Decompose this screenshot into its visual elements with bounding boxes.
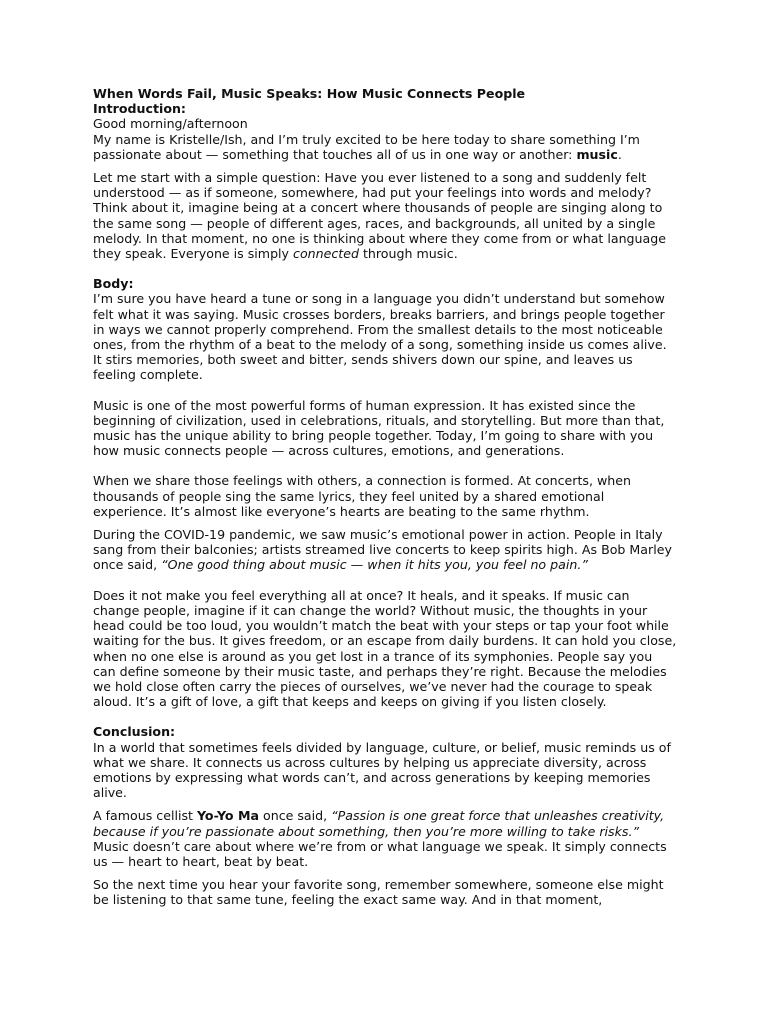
body-paragraph-2: Music is one of the most powerful forms of human expression. It has existed since the beginning of civilization, used in celebrations, rituals, and storytelling. But more than that, music has the unique ability to bring people together. Today, I’m going to share with you how music connects people — across cultures, emotions, and generations. [93,397,665,459]
body-paragraph-5: Does it not make you feel everything all at once? It heals, and it speaks. If music can change people, imagine if it can change the world? Without music, the thoughts in your head could be too loud, you wouldn’t match the beat with your steps or tap your foot while waiting for the bus. It gives freedom, or an escape from daily burdens. It can hold you close, when no one else is around as you get lost in a trance of its symphonies. People say you can define someone by their music taste, and perhaps they’re right. Because the melodies we hold close often carry the pieces of ourselves, we’ve never had the courage to speak aloud. It’s a gift of love, a gift that keeps and keeps on giving if you listen closely. [93,587,677,710]
intro-p1-end: . [617,146,622,162]
intro-p1-bold: music [576,146,618,162]
document-title: When Words Fail, Music Speaks: How Music Connects People [93,86,526,101]
conclusion-paragraph-1: In a world that sometimes feels divided by language, culture, or belief, music reminds us of what we share. It connects us across cultures by helping us appreciate diversity, across emotions by expressing what words can’t, and across generations by keeping memories alive. [93,739,671,801]
yo-yo-ma-name: Yo-Yo Ma [196,808,259,824]
yo-yo-ma-quote: “Passion is one great force that unleashes creativity, because if you’re passionate about something, then you’re more willing to take risks.” [93,808,665,839]
introduction-heading: Introduction: [93,101,186,117]
body-p4-text: During the COVID-19 pandemic, we saw music’s emotional power in action. People in Italy sang from their balconies; artists streamed live concerts to keep spirits high. As Bob Marley once said, [93,527,672,573]
intro-p2-text-a: Let me start with a simple question: Have you ever listened to a song and suddenly felt understood — as if someone, somewhere, had put your feelings into words and melody? Think about it, imagine being at a concert where thousands of people are singing along to the same song — people of different ages, races, and backgrounds, all united by a single melody. In that moment, no one is thinking about where they come from or what language they speak. Everyone is simply [93,170,666,262]
greeting-line: Good morning/afternoon [93,116,248,132]
document-page [93,86,678,908]
conclusion-p2-text-b: once said, [259,808,332,824]
intro-p2-text-b: through music. [358,246,458,262]
intro-paragraph-1 [93,132,678,162]
body-paragraph-4 [93,527,678,573]
body-paragraph-3: When we share those feelings with others, a connection is formed. At concerts, when thousands of people sing the same lyrics, they feel united by a shared emotional experience. It’s almost like everyone’s hearts are beating to the same rhythm. [93,473,631,519]
conclusion-paragraph-3: So the next time you hear your favorite song, remember somewhere, someone else might be listening to that same tune, feeling the exact same way. And in that moment, [93,877,664,908]
body-paragraph-1: I’m sure you have heard a tune or song in a language you didn’t understand but somehow felt what it was saying. Music crosses borders, breaks barriers, and brings people together in ways we cannot properly comprehend. From the smallest details to the most noticeable ones, from the rhythm of a beat to the melody of a song, something inside us comes alive. It stirs memories, both sweet and bitter, sends shivers down our spine, and leaves us feeling complete. [93,291,667,383]
intro-paragraph-2 [93,170,678,261]
body-heading: Body: [93,276,134,292]
bob-marley-quote: “One good thing about music — when it hits you, you feel no pain.” [161,557,588,573]
intro-p2-italic: connected [293,246,359,262]
conclusion-p2-text-c: Music doesn’t care about where we’re from or what language we speak. It simply connects us — heart to heart, beat by beat. [93,838,667,869]
conclusion-paragraph-2 [93,808,678,869]
conclusion-p2-text-a: A famous cellist [93,808,197,824]
conclusion-heading: Conclusion: [93,724,176,740]
intro-p1-text: My name is Kristelle/Ish, and I’m truly excited to be here today to share something I’m passionate about — something that touches all of us in one way or another: [93,131,640,162]
